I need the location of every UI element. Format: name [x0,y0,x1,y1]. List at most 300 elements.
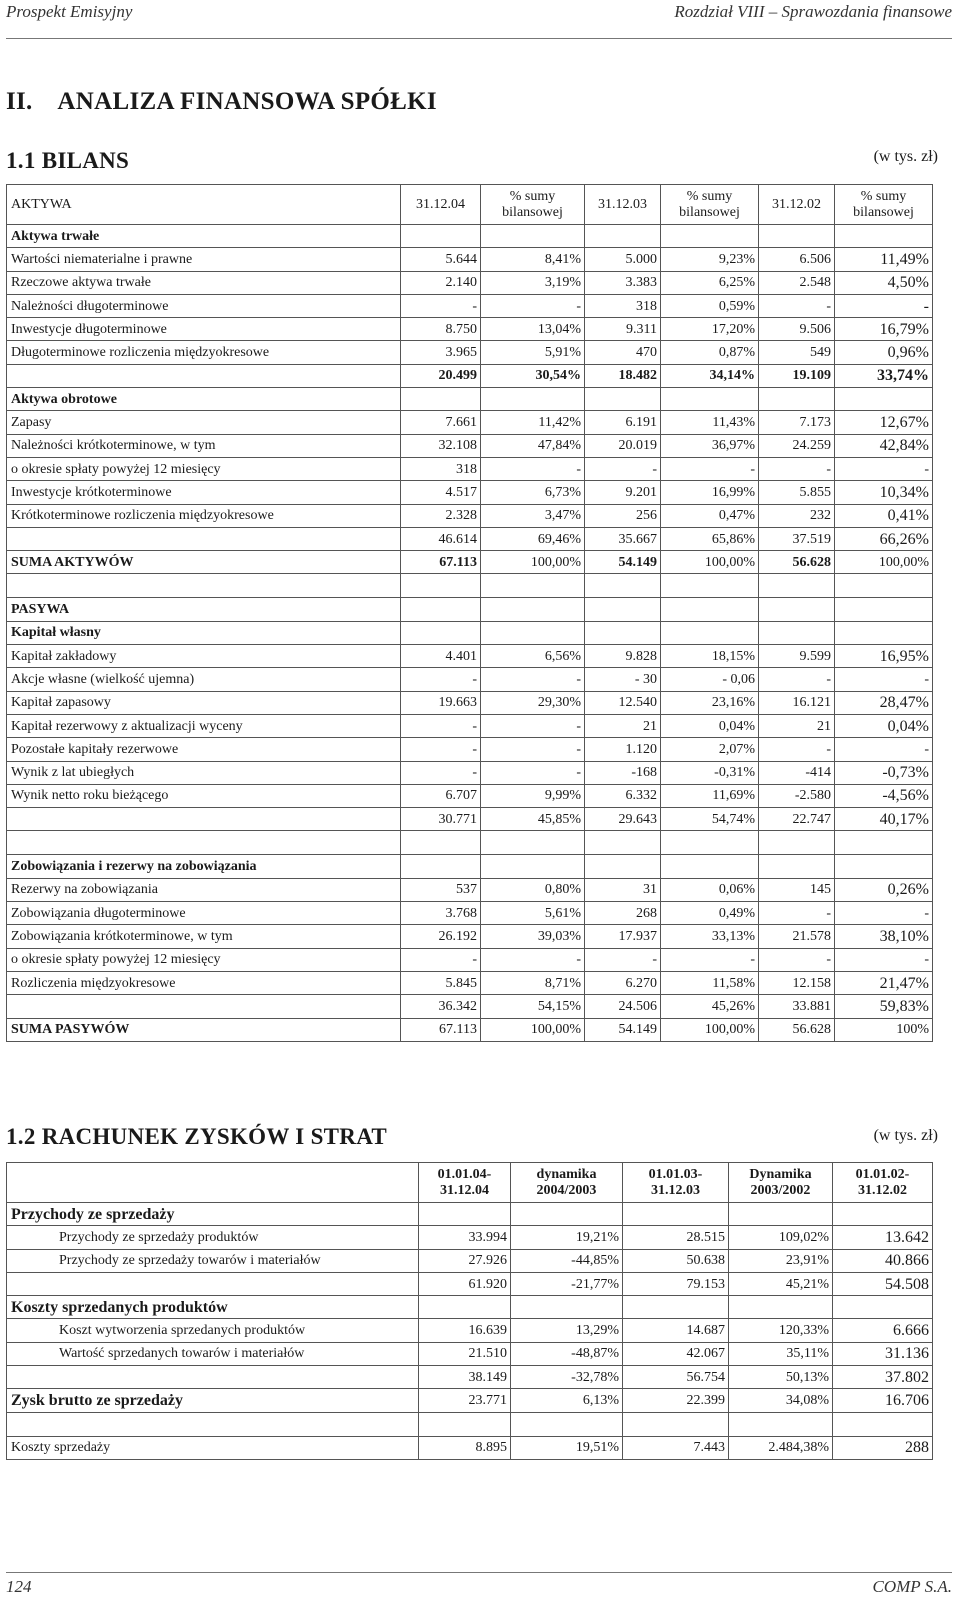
table-cell: 16.121 [759,691,835,714]
table-cell [661,598,759,621]
table-cell: 13,04% [481,318,585,341]
table-cell: 288 [833,1436,933,1459]
table-row [7,855,933,878]
row-label: Krótkoterminowe rozliczenia międzyokresowe [7,504,401,527]
table-cell: 0,41% [835,504,933,527]
table-cell: - [401,294,481,317]
table-cell: - [401,738,481,761]
table-cell [835,225,933,248]
table-cell: - [481,714,585,737]
table-cell: - [835,294,933,317]
table-cell: -48,87% [511,1342,623,1365]
table-row [7,714,933,737]
table-cell: 29.643 [585,808,661,831]
table-cell: 3,19% [481,271,585,294]
table-cell: 0,96% [835,341,933,364]
balance-header-row [7,185,933,225]
table-cell: 2.140 [401,271,481,294]
table-row [7,364,933,387]
table-cell: 59,83% [835,995,933,1018]
table-cell: 42.067 [623,1342,729,1365]
table-cell: - 30 [585,668,661,691]
table-cell: 549 [759,341,835,364]
table-row [7,738,933,761]
row-label: Akcje własne (wielkość ujemna) [7,668,401,691]
table-cell: 21,47% [835,971,933,994]
table-cell: 33.881 [759,995,835,1018]
table-cell: 6.332 [585,784,661,807]
table-cell: 13,29% [511,1319,623,1342]
table-cell: 145 [759,878,835,901]
table-cell [585,598,661,621]
table-cell: 0,59% [661,294,759,317]
table-cell: 100,00% [481,551,585,574]
table-cell: 6.270 [585,971,661,994]
row-label: Pozostałe kapitały rezerwowe [7,738,401,761]
table-cell: 50,13% [729,1366,833,1389]
table-row [7,434,933,457]
table-cell: 11,49% [835,248,933,271]
table-row [7,1319,933,1342]
table-cell: 54,74% [661,808,759,831]
table-cell [661,574,759,598]
table-cell: 32.108 [401,434,481,457]
table-cell: 36.342 [401,995,481,1018]
table-cell [401,598,481,621]
balance-header-cell: 31.12.02 [759,185,835,225]
table-row [7,1018,933,1041]
table-cell: 50.638 [623,1249,729,1272]
table-row [7,1366,933,1389]
table-cell: 12,67% [835,411,933,434]
table-cell: 6.506 [759,248,835,271]
balance-title: 1.1 BILANS [6,148,130,173]
table-cell: - [401,761,481,784]
table-cell: 30,54% [481,364,585,387]
table-cell: 61.920 [419,1272,511,1295]
row-label: Wynik netto roku bieżącego [7,784,401,807]
table-cell [759,225,835,248]
table-cell: 318 [401,457,481,480]
table-cell [759,388,835,411]
table-cell: 100,00% [661,551,759,574]
table-cell: 6,25% [661,271,759,294]
table-cell: 69,46% [481,527,585,550]
table-cell [511,1203,623,1226]
row-label: Wartości niematerialne i prawne [7,248,401,271]
table-row [7,318,933,341]
balance-header-cell: % sumy bilansowej [481,185,585,225]
table-cell: 9.201 [585,481,661,504]
table-cell [401,855,481,878]
income-header-row [7,1163,933,1203]
table-cell: 3,47% [481,504,585,527]
table-row [7,551,933,574]
table-row [7,925,933,948]
table-cell: 19,21% [511,1226,623,1249]
table-cell [833,1412,933,1436]
table-cell [833,1296,933,1319]
table-cell: -2.580 [759,784,835,807]
table-cell: 19.663 [401,691,481,714]
table-cell: 33.994 [419,1226,511,1249]
row-label: Wynik z lat ubiegłych [7,761,401,784]
row-label: o okresie spłaty powyżej 12 miesięcy [7,948,401,971]
table-cell: - [759,738,835,761]
table-cell: - [401,714,481,737]
table-cell: 6.707 [401,784,481,807]
income-table-body [7,1163,933,1460]
table-row [7,504,933,527]
table-row [7,271,933,294]
table-row [7,1272,933,1295]
table-row [7,225,933,248]
income-unit: (w tys. zł) [873,1127,938,1144]
table-row [7,808,933,831]
row-label: Zobowiązania krótkoterminowe, w tym [7,925,401,948]
table-cell: 36,97% [661,434,759,457]
table-row [7,1412,933,1436]
table-cell: -44,85% [511,1249,623,1272]
row-label: Zobowiązania długoterminowe [7,902,401,925]
row-label: SUMA AKTYWÓW [7,551,401,574]
table-cell: 7.661 [401,411,481,434]
table-cell: 28.515 [623,1226,729,1249]
table-row [7,645,933,668]
row-label [7,1366,419,1389]
table-cell: 232 [759,504,835,527]
table-cell [585,855,661,878]
header-document-title: Prospekt Emisyjny [6,2,133,21]
row-label: Kapitał zapasowy [7,691,401,714]
table-cell: 0,04% [661,714,759,737]
table-cell: 5.000 [585,248,661,271]
table-cell: 13.642 [833,1226,933,1249]
table-cell: 30.771 [401,808,481,831]
table-cell: 9.311 [585,318,661,341]
table-cell: 9.599 [759,645,835,668]
table-cell: - [481,457,585,480]
table-cell: 18,15% [661,645,759,668]
table-cell: 6.666 [833,1319,933,1342]
table-cell: 8,71% [481,971,585,994]
table-cell: - [585,457,661,480]
table-cell: 29,30% [481,691,585,714]
table-cell: - [835,457,933,480]
row-label: Kapitał rezerwowy z aktualizacji wyceny [7,714,401,737]
table-row [7,784,933,807]
table-cell: 26.192 [401,925,481,948]
table-cell: 54.508 [833,1272,933,1295]
table-cell: 21.510 [419,1342,511,1365]
table-cell: -0,31% [661,761,759,784]
table-cell: - [835,738,933,761]
table-cell [835,831,933,855]
table-cell: - [585,948,661,971]
table-cell [419,1412,511,1436]
table-row [7,831,933,855]
table-cell: 120,33% [729,1319,833,1342]
table-cell [661,388,759,411]
table-cell: 20.499 [401,364,481,387]
row-label: Rzeczowe aktywa trwałe [7,271,401,294]
table-cell: 23.771 [419,1389,511,1412]
table-cell: 38.149 [419,1366,511,1389]
table-cell: 4.517 [401,481,481,504]
table-cell [759,621,835,644]
row-label: Aktywa trwałe [7,225,401,248]
table-cell: 4.401 [401,645,481,668]
table-cell [401,388,481,411]
table-cell: 470 [585,341,661,364]
table-cell: 100% [835,1018,933,1041]
table-cell: 37.802 [833,1366,933,1389]
table-cell: 6,13% [511,1389,623,1412]
table-cell [835,855,933,878]
table-cell [759,598,835,621]
table-cell: 65,86% [661,527,759,550]
row-label: Inwestycje krótkoterminowe [7,481,401,504]
table-cell: 23,16% [661,691,759,714]
table-cell: 35,11% [729,1342,833,1365]
header-divider [6,38,952,39]
row-label: o okresie spłaty powyżej 12 miesięcy [7,457,401,480]
table-cell: 268 [585,902,661,925]
table-cell: 7.443 [623,1436,729,1459]
table-cell [481,225,585,248]
table-cell: 12.540 [585,691,661,714]
table-cell [481,855,585,878]
table-cell: 9,99% [481,784,585,807]
table-cell: 21 [759,714,835,737]
table-cell: 67.113 [401,551,481,574]
table-cell: 0,06% [661,878,759,901]
row-label [7,527,401,550]
table-cell: 5.644 [401,248,481,271]
row-label: Inwestycje długoterminowe [7,318,401,341]
table-cell [585,388,661,411]
table-cell: - [835,668,933,691]
table-cell: 45,26% [661,995,759,1018]
balance-table-body [7,185,933,1042]
row-label: Przychody ze sprzedaży [7,1203,419,1226]
table-cell: 3.965 [401,341,481,364]
income-table [6,1162,933,1460]
table-cell [661,621,759,644]
table-cell [481,574,585,598]
table-row [7,668,933,691]
table-cell: 17,20% [661,318,759,341]
table-cell: 19.109 [759,364,835,387]
table-cell: - [481,668,585,691]
table-cell [401,621,481,644]
table-cell: - [759,902,835,925]
table-cell: 8.895 [419,1436,511,1459]
table-cell: 0,49% [661,902,759,925]
table-cell: 56.628 [759,551,835,574]
table-cell: 40.866 [833,1249,933,1272]
table-row [7,691,933,714]
table-cell [759,574,835,598]
table-cell: 34,08% [729,1389,833,1412]
table-cell: 11,43% [661,411,759,434]
table-cell: 9.506 [759,318,835,341]
table-cell: 38,10% [835,925,933,948]
footer-divider [6,1572,952,1573]
table-cell [481,621,585,644]
table-cell: 23,91% [729,1249,833,1272]
table-cell [623,1296,729,1319]
table-cell: 100,00% [661,1018,759,1041]
row-label: Koszty sprzedaży [7,1436,419,1459]
table-cell: 21.578 [759,925,835,948]
table-row [7,902,933,925]
table-cell [759,831,835,855]
balance-header-cell: AKTYWA [7,185,401,225]
table-cell: 100,00% [481,1018,585,1041]
row-label: Przychody ze sprzedaży produktów [7,1226,419,1249]
row-label [7,364,401,387]
table-cell: 18.482 [585,364,661,387]
table-cell: 7.173 [759,411,835,434]
table-row [7,1296,933,1319]
table-cell [835,598,933,621]
table-cell [729,1203,833,1226]
table-row [7,995,933,1018]
table-cell: - [481,948,585,971]
row-label: Rozliczenia międzyokresowe [7,971,401,994]
table-cell [835,574,933,598]
row-label: Wartość sprzedanych towarów i materiałów [7,1342,419,1365]
table-cell: 46.614 [401,527,481,550]
table-row [7,761,933,784]
table-cell [835,388,933,411]
row-label [7,808,401,831]
income-title: 1.2 RACHUNEK ZYSKÓW I STRAT [6,1124,388,1149]
table-cell [835,621,933,644]
table-cell: 318 [585,294,661,317]
row-label: Należności długoterminowe [7,294,401,317]
table-cell [585,225,661,248]
row-label: Zapasy [7,411,401,434]
income-header-cell: dynamika 2004/2003 [511,1163,623,1203]
table-cell: - [401,948,481,971]
table-cell [511,1296,623,1319]
table-row [7,1249,933,1272]
chapter-heading: II. ANALIZA FINANSOWA SPÓŁKI [6,88,437,115]
table-cell: 79.153 [623,1272,729,1295]
table-cell: 9.828 [585,645,661,668]
table-cell: - [759,668,835,691]
balance-header-cell: % sumy bilansowej [835,185,933,225]
balance-table [6,184,933,1042]
table-cell [729,1296,833,1319]
table-cell: 1.120 [585,738,661,761]
income-header-cell: Dynamika 2003/2002 [729,1163,833,1203]
table-row [7,411,933,434]
table-cell: 100,00% [835,551,933,574]
table-cell: 45,21% [729,1272,833,1295]
table-row [7,971,933,994]
table-row [7,621,933,644]
table-cell: - [759,457,835,480]
table-cell: -0,73% [835,761,933,784]
table-cell: 0,26% [835,878,933,901]
row-label: Zobowiązania i rezerwy na zobowiązania [7,855,401,878]
table-cell: 12.158 [759,971,835,994]
row-label [7,574,401,598]
table-cell: 42,84% [835,434,933,457]
table-cell: 0,80% [481,878,585,901]
row-label [7,831,401,855]
row-label: Przychody ze sprzedaży towarów i materiałów [7,1249,419,1272]
balance-header-cell: 31.12.03 [585,185,661,225]
table-row [7,457,933,480]
table-cell [481,831,585,855]
table-cell: 14.687 [623,1319,729,1342]
table-cell: - [401,668,481,691]
table-cell: 8,41% [481,248,585,271]
table-cell [481,598,585,621]
table-row [7,388,933,411]
table-cell [401,225,481,248]
table-cell: 5.845 [401,971,481,994]
table-cell: 4,50% [835,271,933,294]
table-cell: 22.747 [759,808,835,831]
table-cell: 5.855 [759,481,835,504]
table-row [7,948,933,971]
table-cell [419,1203,511,1226]
row-label [7,1272,419,1295]
table-cell: 31.136 [833,1342,933,1365]
row-label [7,995,401,1018]
table-cell: 47,84% [481,434,585,457]
table-cell: 16,79% [835,318,933,341]
table-cell [481,388,585,411]
table-cell: 31 [585,878,661,901]
table-cell [623,1203,729,1226]
table-row [7,294,933,317]
table-cell: - 0,06 [661,668,759,691]
table-cell [585,621,661,644]
income-header-cell: 01.01.03- 31.12.03 [623,1163,729,1203]
row-label: Koszty sprzedanych produktów [7,1296,419,1319]
table-cell: 537 [401,878,481,901]
table-cell: - [481,738,585,761]
table-cell: -414 [759,761,835,784]
page-number: 124 [6,1577,32,1596]
table-row [7,1436,933,1459]
row-label: Należności krótkoterminowe, w tym [7,434,401,457]
row-label: Aktywa obrotowe [7,388,401,411]
table-cell: - [759,948,835,971]
table-cell: 11,42% [481,411,585,434]
table-row [7,481,933,504]
table-cell: 109,02% [729,1226,833,1249]
row-label: PASYWA [7,598,401,621]
balance-header-cell: 31.12.04 [401,185,481,225]
table-row [7,1226,933,1249]
table-cell: 56.628 [759,1018,835,1041]
table-cell: 256 [585,504,661,527]
table-cell: 16.706 [833,1389,933,1412]
table-cell: -168 [585,761,661,784]
table-cell: 5,91% [481,341,585,364]
table-cell: -4,56% [835,784,933,807]
table-cell: 35.667 [585,527,661,550]
table-cell: - [835,948,933,971]
table-row [7,598,933,621]
